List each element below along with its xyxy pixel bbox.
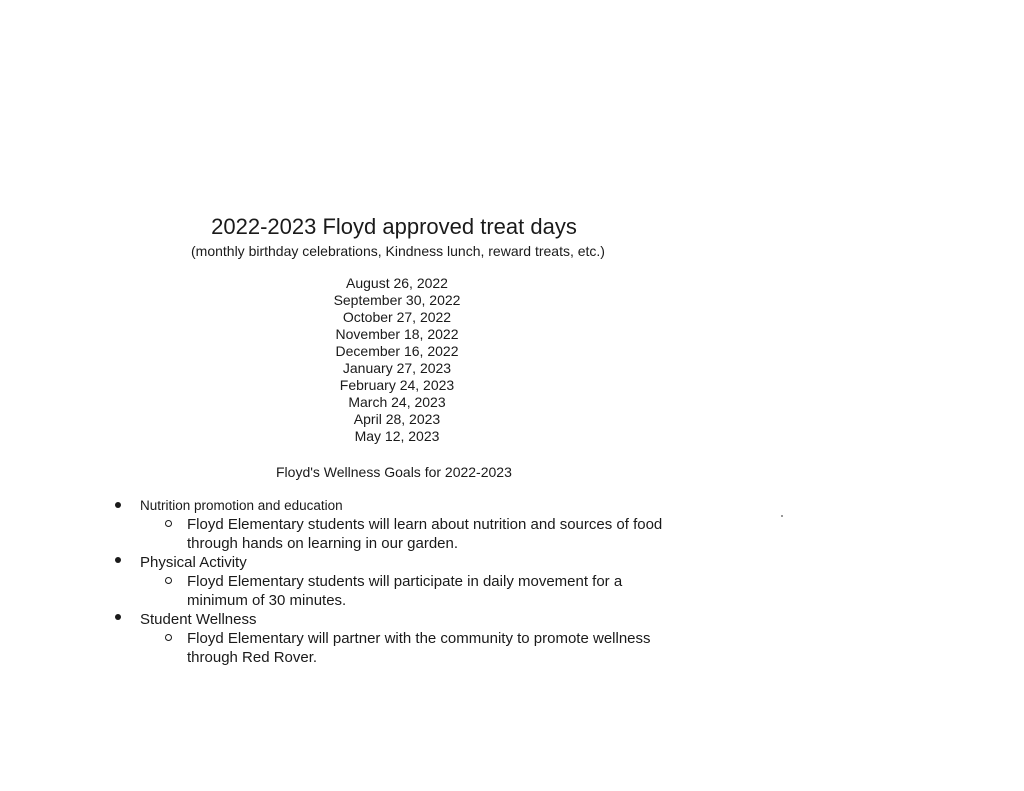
goal-detail (187, 629, 687, 667)
goal-detail-text: Floyd Elementary will partner with the community to promote wellness through Red Rover. (187, 630, 651, 666)
bullet-icon (115, 502, 121, 508)
treat-date: May 12, 2023 (354, 428, 440, 444)
goal-label: Physical Activity (140, 554, 247, 571)
goal-student-wellness (140, 610, 780, 667)
treat-date: September 30, 2022 (333, 292, 461, 308)
goal-label: Student Wellness (140, 611, 257, 628)
goal-label: Nutrition promotion and education (140, 498, 343, 513)
treat-dates-list (297, 275, 497, 445)
treat-date: April 28, 2023 (353, 411, 441, 427)
circle-bullet-icon (165, 634, 172, 641)
bullet-icon (115, 614, 121, 620)
bullet-icon (115, 557, 121, 563)
wellness-goals-list (0, 497, 780, 667)
goal-nutrition (140, 497, 780, 553)
goal-detail-text: Floyd Elementary students will learn about nutrition and sources of food through hands on learning in our garden. (187, 516, 663, 552)
goal-physical-activity (140, 553, 780, 610)
goal-detail-text: Floyd Elementary students will participate in daily movement for a minimum of 30 minutes. (187, 573, 623, 609)
wellness-goals-heading: Floyd's Wellness Goals for 2022-2023 (276, 464, 512, 480)
treat-date: January 27, 2023 (342, 360, 452, 376)
circle-bullet-icon (165, 520, 172, 527)
treat-date: December 16, 2022 (335, 343, 459, 359)
treat-date: August 26, 2022 (346, 275, 448, 291)
treat-date: March 24, 2023 (348, 394, 446, 410)
page-subtitle: (monthly birthday celebrations, Kindness lunch, reward treats, etc.) (191, 243, 605, 259)
circle-bullet-icon (165, 577, 172, 584)
scan-speck (781, 515, 783, 517)
page-title: 2022-2023 Floyd approved treat days (211, 214, 577, 239)
goal-detail (187, 572, 687, 610)
treat-date: November 18, 2022 (335, 326, 459, 342)
goal-detail (187, 515, 687, 553)
treat-date: October 27, 2022 (342, 309, 452, 325)
treat-date: February 24, 2023 (339, 377, 455, 393)
